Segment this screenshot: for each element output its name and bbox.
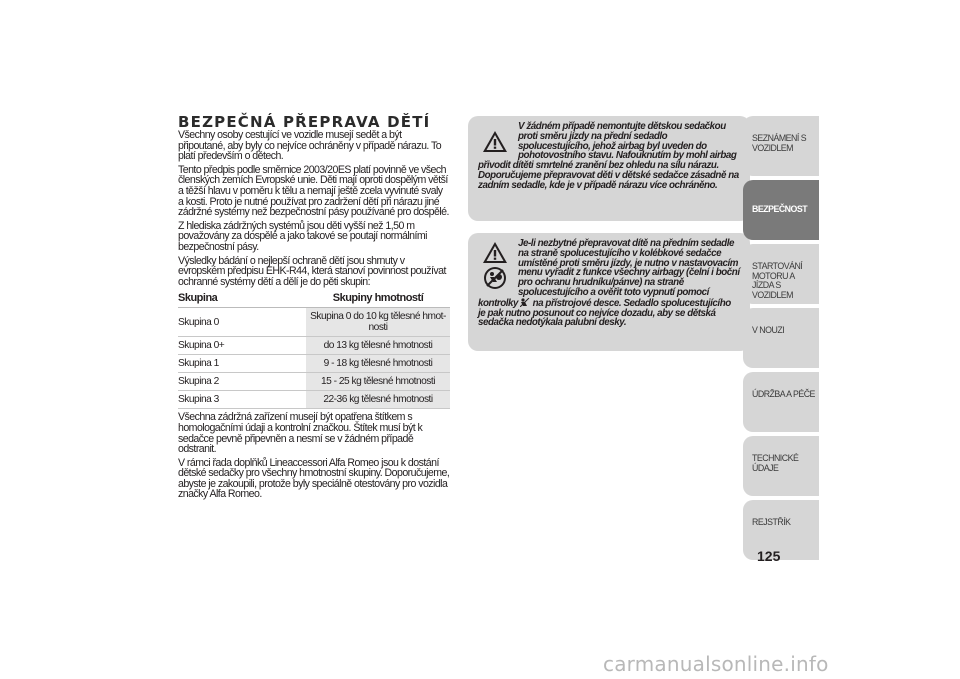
main-text-column [178, 130, 450, 503]
weight-cell: do 13 kg tělesné hmotnosti [306, 337, 450, 355]
tab-rejstrik[interactable] [743, 500, 819, 560]
tab-label: STARTOVÁNÍ MOTORU A JÍZDA S VOZIDLEM [752, 261, 803, 300]
tab-label: TECHNICKÉ ÚDAJE [752, 453, 799, 473]
airbag-off-icon [484, 267, 506, 289]
paragraph: Tento předpis podle směrnice 2003/20ES platí povinně ve všech členských zemích Evropské unie. Děti mají oproti dospělým větší a těžší hlavu v poměru k tělu a nemají ještě zcela vyvinuté svaly a kosti. Proto je nutné používat pro zadržení dětí při nárazu jiné zádržné systémy než bezpečnostní pásy používané pro dospělé. [178, 163, 449, 219]
paragraph: Výsledky bádání o nejlepší ochraně dětí jsou shrnuty v evropském předpisu EHK-R44, která stanoví povinnost používat ochranné systémy dětí a dělí je do pěti skupin: [178, 254, 446, 288]
tab-label: REJSTŘÍK [752, 517, 791, 527]
weight-cell: 9 - 18 kg tělesné hmotnosti [306, 355, 450, 373]
header-weight: Skupiny hmotností [306, 290, 450, 308]
weight-cell: Skupina 0 do 10 kg tělesné hmot-nosti [306, 308, 450, 337]
warning-triangle-icon [483, 242, 507, 263]
tab-label: V NOUZI [752, 325, 785, 335]
group-cell: Skupina 1 [178, 355, 306, 373]
paragraph: Všechny osoby cestující ve vozidle musejí sedět a být připoutané, aby byly co nejvíce ochráněny v případě nárazu. To platí především o dětech. [178, 129, 442, 163]
table-row [178, 337, 450, 355]
group-cell: Skupina 2 [178, 373, 306, 391]
tab-label: ÚDRŽBA A PÉČE [752, 389, 815, 399]
table-row [178, 355, 450, 373]
warning-text-continued: na přístrojové desce. Sedadlo spolucestujícího je pak nutno posunout co nejvíce dozadu, aby se dětská sedačka nedotýkala palubní desky. [478, 297, 731, 329]
paragraph: Z hlediska zádržných systémů jsou děti vyšší než 1,50 m považovány za dospělé a jako takové se poutají normálními bezpečnostní pásy. [178, 219, 427, 253]
tab-technicke-udaje[interactable] [743, 436, 819, 496]
weight-cell: 15 - 25 kg tělesné hmotnosti [306, 373, 450, 391]
warning-icons [482, 241, 508, 294]
weight-groups-table [178, 290, 450, 409]
tab-label: SEZNÁMENÍ S VOZIDLEM [752, 133, 807, 153]
group-cell: Skupina 0 [178, 308, 306, 337]
warning-box-rear-facing-seat [468, 116, 750, 221]
tab-startovani-motoru[interactable] [743, 244, 819, 304]
warning-triangle-icon [482, 130, 508, 156]
paragraph: Všechna zádržná zařízení musejí být opatřena štítkem s homologačními údaji a kontrolní značkou. Štítek musí být k sedačce pevně připevněn a nesmí se v žádném případě odstranit. [178, 411, 423, 456]
warning-text: V žádném případě nemontujte dětskou sedačkou proti směru jízdy na přední sedadlo spolucestujícího, jehož airbag byl uveden do pohotovostního stavu. Nafouknutím by mohl airbag přivodit dítěti smrtelné zranění bez ohledu na sílu nárazu. Doporučujeme přepravovat děti v dětské sedačce zásadně na zadním sedadle, kde je v případě nárazu více ochráněno. [478, 121, 739, 191]
warning-text: Je-li nezbytné přepravovat dítě na předním sedadle na straně spolucestujícího v kolébkové sedačce umístěné proti směru jízdy, je nutno v nastavovacím menu vyřadit z funkce všechny airbagy (čelní i boční pro ochranu hrudníku/pánve) na straně spolucestujícího a ověřit toto vypnutí pomocí kontrolky [478, 238, 740, 309]
tab-label: BEZPEČNOST [752, 204, 808, 214]
tab-udrzba-a-pece[interactable] [743, 372, 819, 432]
group-cell: Skupina 3 [178, 391, 306, 409]
tab-seznameni-s-vozidlem[interactable] [743, 116, 819, 176]
table-row [178, 391, 450, 409]
chapter-tabs [743, 116, 819, 564]
warning-box-deactivate-airbag [468, 233, 750, 351]
group-cell: Skupina 0+ [178, 337, 306, 355]
table-row [178, 308, 450, 337]
weight-cell: 22-36 kg tělesné hmotnosti [306, 391, 450, 409]
table-row [178, 373, 450, 391]
header-group: Skupina [178, 290, 306, 308]
paragraph: V rámci řada doplňků Lineaccessori Alfa Romeo jsou k dostání dětské sedačky pro všechny hmotnostní skupiny. Doporučujeme, abyste je zakoupili, protože byly speciálně otestovány pro vozidla značky Alfa Romeo. [178, 456, 450, 501]
page-number: 125 [757, 548, 781, 564]
section-title: BEZPEČNÁ PŘEPRAVA DĚTÍ [178, 113, 431, 131]
tab-bezpecnost[interactable] [743, 180, 819, 240]
watermark: carmanualsonline.info [603, 652, 829, 676]
tab-v-nouzi[interactable] [743, 308, 819, 368]
table-header-row [178, 290, 450, 308]
